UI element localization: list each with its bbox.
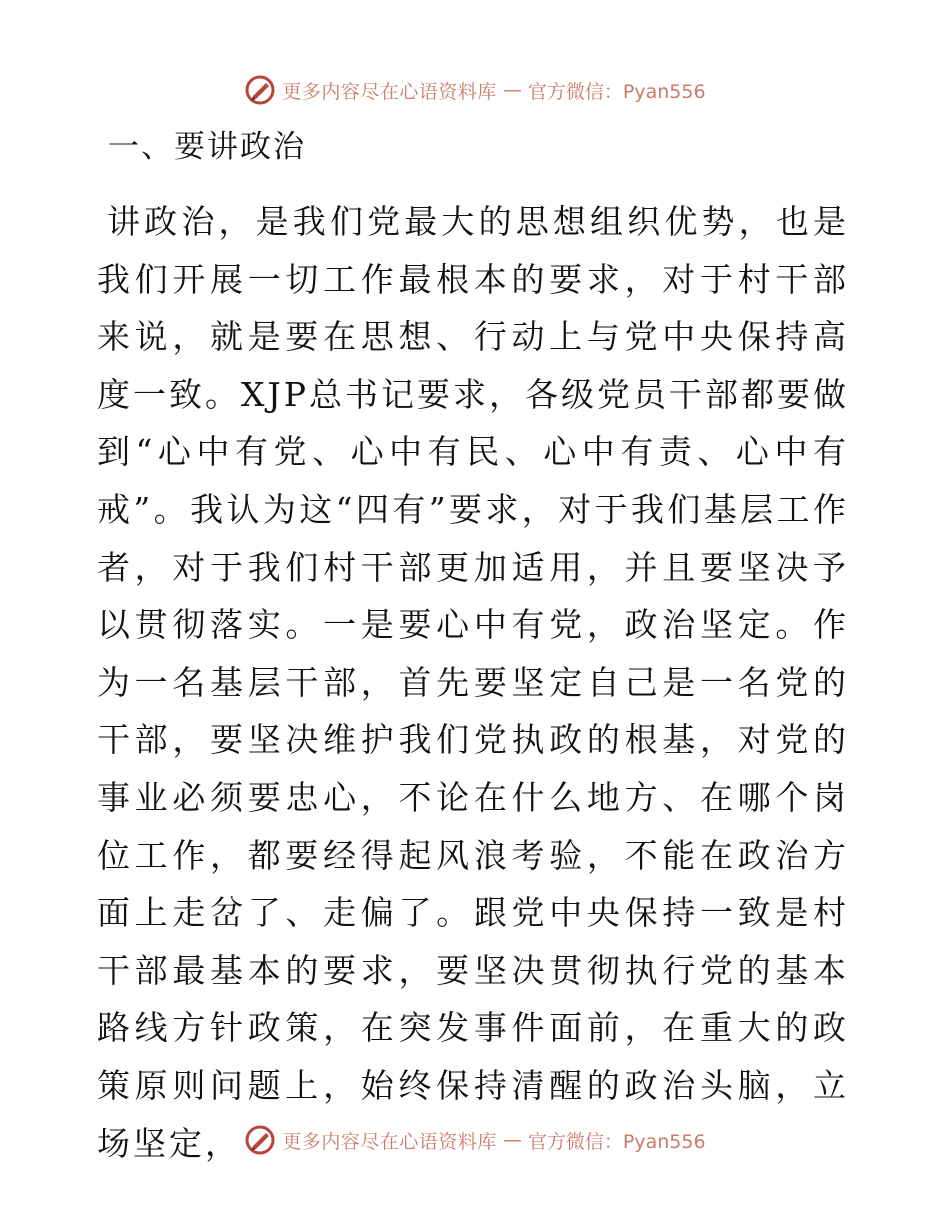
header-watermark	[0, 70, 950, 110]
pen-logo-icon	[244, 74, 276, 106]
section-heading: 一、要讲政治	[108, 129, 306, 165]
pen-logo-icon	[244, 1124, 276, 1156]
watermark-contact-text: 官方微信：Pyan556	[527, 80, 706, 103]
watermark-separator: —	[502, 1129, 522, 1151]
body-paragraph: 讲政治，是我们党最大的思想组织优势，也是我们开展一切工作最根本的要求，对于村干部来说，就是要在思想、行动上与党中央保持高度一致。XJP总书记要求，各级党员干部都要做到“心中有党、心中有民、心中有责、心中有戒”。我认为这“四有”要求，对于我们基层工作者，对于我们村干部更加适用，并且要坚决予以贯彻落实。一是要心中有党，政治坚定。作为一名基层干部，首先要坚定自己是一名党的干部，要坚决维护我们党执政的根基，对党的事业必须要忠心，不论在什么地方、在哪个岗位工作，都要经得起风浪考验，不能在政治方面上走岔了、走偏了。跟党中央保持一致是村干部最基本的要求，要坚决贯彻执行党的基本路线方针政策，在突发事件面前，在重大的政策原则问题上，始终保持清醒的政治头脑，立场坚定，	[97, 202, 849, 1163]
watermark-contact-text: 官方微信：Pyan556	[527, 1130, 706, 1153]
watermark-site-text: 更多内容尽在心语资料库	[282, 80, 497, 103]
watermark-site-text: 更多内容尽在心语资料库	[282, 1130, 497, 1153]
watermark-separator: —	[502, 79, 522, 101]
footer-watermark	[0, 1120, 950, 1160]
